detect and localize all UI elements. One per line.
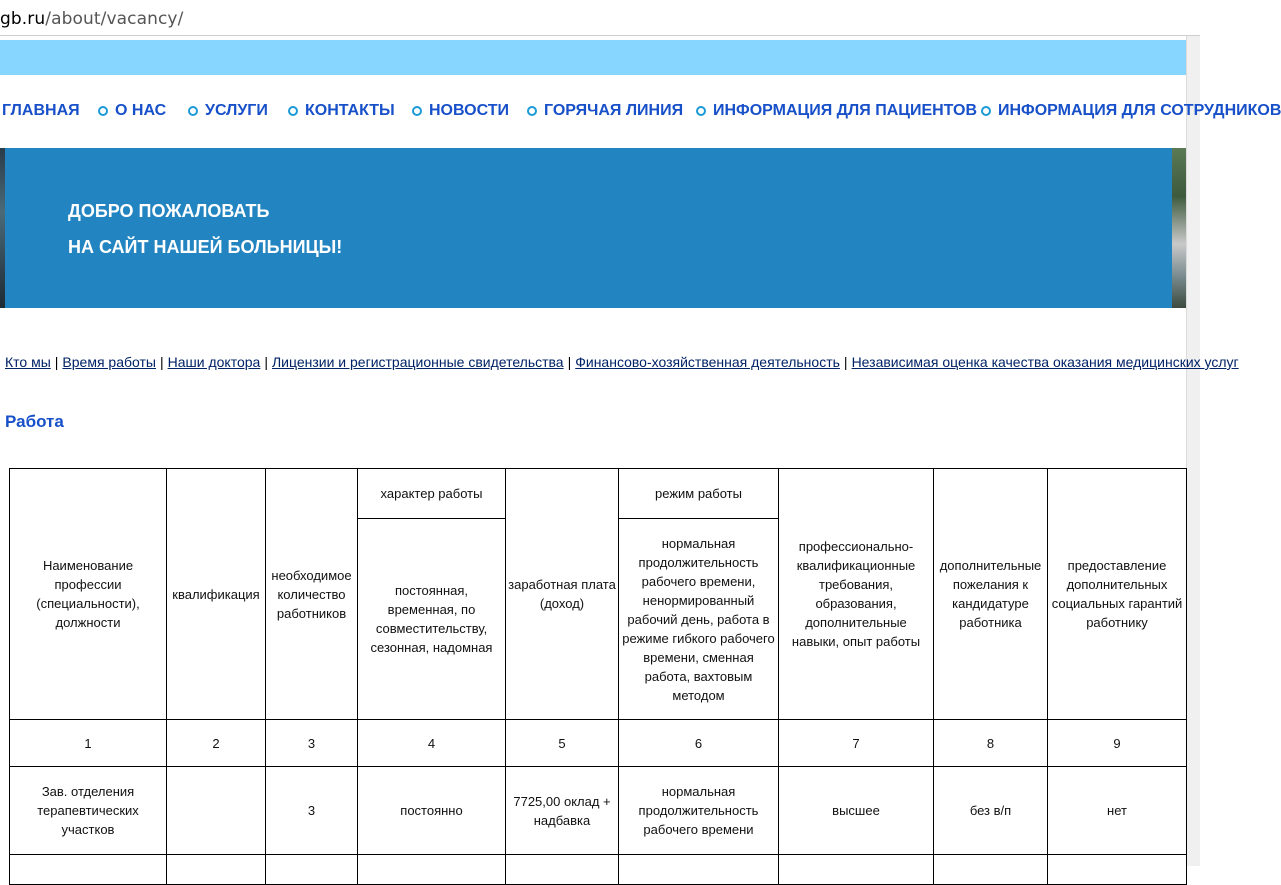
nav-item-contacts[interactable]: [288, 98, 395, 124]
page-scrollbar[interactable]: [1186, 36, 1200, 866]
cell-profession: Зав. отделения терапевтических участков: [10, 767, 167, 855]
cell-character: постоянно: [358, 767, 506, 855]
table-cell: [167, 855, 266, 885]
about-subnav: [5, 354, 1239, 370]
cell-wishes: без в/п: [934, 767, 1048, 855]
welcome-banner: [0, 148, 1186, 308]
table-cell: [934, 855, 1048, 885]
subnav-link-finance[interactable]: Финансово-хозяйственная деятельность: [575, 354, 840, 370]
column-number: 6: [619, 720, 779, 767]
subnav-separator: |: [54, 354, 59, 370]
table-cell: [10, 855, 167, 885]
nav-item-label: ИНФОРМАЦИЯ ДЛЯ ПАЦИЕНТОВ: [713, 102, 978, 119]
table-cell: [1048, 855, 1187, 885]
vacancy-table: [9, 468, 1187, 885]
url-host: gb.ru: [0, 9, 46, 29]
header-character-types: постоянная, временная, по совместительству, сезонная, надомная: [358, 519, 506, 720]
header-workers-count: необходимое количество работников: [266, 469, 358, 720]
header-group-mode: режим работы: [619, 469, 779, 519]
subnav-link-licenses[interactable]: Лицензии и регистрационные свидетельства: [271, 354, 564, 370]
table-header-row: [10, 469, 1187, 519]
circle-bullet-icon: [188, 106, 198, 116]
subnav-separator: |: [159, 354, 164, 370]
circle-bullet-icon: [288, 106, 298, 116]
header-salary: заработная плата (доход): [506, 469, 619, 720]
nav-item-label: КОНТАКТЫ: [305, 102, 395, 119]
subnav-link-quality-assessment[interactable]: Независимая оценка качества оказания медицинских услуг: [851, 354, 1239, 370]
column-number: 9: [1048, 720, 1187, 767]
header-wishes: дополнительные пожелания к кандидатуре работника: [934, 469, 1048, 720]
subnav-link-who-we-are[interactable]: Кто мы: [5, 354, 51, 370]
nav-item-news[interactable]: [412, 98, 509, 124]
header-mode-types: нормальная продолжительность рабочего времени, ненормированный рабочий день, работа в режиме гибкого рабочего времени, сменная работа, вахтовым методом: [619, 519, 779, 720]
main-nav: [0, 98, 1281, 124]
header-guarantees: предоставление дополнительных социальных гарантий работнику: [1048, 469, 1187, 720]
table-cell: [779, 855, 934, 885]
table-row: [10, 767, 1187, 855]
cell-requirements: высшее: [779, 767, 934, 855]
table-row-partial: [10, 855, 1187, 885]
banner-photo-edge: [1172, 148, 1186, 308]
circle-bullet-icon: [696, 106, 706, 116]
url-path: /about/vacancy/: [45, 9, 184, 29]
column-number: 7: [779, 720, 934, 767]
nav-item-services[interactable]: [188, 98, 268, 124]
nav-item-label: ГЛАВНАЯ: [2, 102, 80, 119]
column-number: 5: [506, 720, 619, 767]
column-number: 1: [10, 720, 167, 767]
banner-title-line1: ДОБРО ПОЖАЛОВАТЬ: [68, 201, 270, 221]
nav-item-about[interactable]: [98, 98, 166, 124]
banner-title-line2: НА САЙТ НАШЕЙ БОЛЬНИЦЫ!: [68, 237, 343, 257]
nav-item-label: ИНФОРМАЦИЯ ДЛЯ СОТРУДНИКОВ: [998, 102, 1281, 119]
cell-guarantees: нет: [1048, 767, 1187, 855]
browser-address-bar[interactable]: [0, 0, 1200, 36]
circle-bullet-icon: [981, 106, 991, 116]
cell-salary: 7725,00 оклад + надбавка: [506, 767, 619, 855]
nav-item-label: УСЛУГИ: [205, 102, 268, 119]
nav-item-label: НОВОСТИ: [429, 102, 510, 119]
header-strip: [0, 40, 1186, 75]
cell-qualification: [167, 767, 266, 855]
column-number: 8: [934, 720, 1048, 767]
circle-bullet-icon: [527, 106, 537, 116]
nav-item-hotline[interactable]: [527, 98, 683, 124]
nav-item-staff-info[interactable]: [981, 98, 1281, 124]
header-requirements: профессионально-квалификационные требования, образования, дополнительные навыки, опыт работы: [779, 469, 934, 720]
table-cell: [619, 855, 779, 885]
circle-bullet-icon: [98, 106, 108, 116]
subnav-link-our-doctors[interactable]: Наши доктора: [167, 354, 261, 370]
url-text[interactable]: [0, 9, 183, 29]
subnav-separator: |: [264, 354, 268, 370]
subnav-link-working-hours[interactable]: Время работы: [62, 354, 156, 370]
cell-workers-count: 3: [266, 767, 358, 855]
header-qualification: квалификация: [167, 469, 266, 720]
table-cell: [506, 855, 619, 885]
table-cell: [266, 855, 358, 885]
nav-item-label: ГОРЯЧАЯ ЛИНИЯ: [544, 102, 684, 119]
nav-item-patients-info[interactable]: [696, 98, 977, 124]
subnav-separator: |: [843, 354, 848, 370]
table-cell: [358, 855, 506, 885]
nav-item-main[interactable]: [2, 98, 80, 124]
nav-item-label: О НАС: [115, 102, 167, 119]
header-group-character: характер работы: [358, 469, 506, 519]
column-number: 3: [266, 720, 358, 767]
table-number-row: [10, 720, 1187, 767]
cell-mode: нормальная продолжительность рабочего времени: [619, 767, 779, 855]
circle-bullet-icon: [412, 106, 422, 116]
header-profession: Наименование профессии (специальности), должности: [10, 469, 167, 720]
column-number: 2: [167, 720, 266, 767]
column-number: 4: [358, 720, 506, 767]
banner-photo-edge: [0, 148, 5, 308]
page-title: Работа: [5, 412, 64, 431]
subnav-separator: |: [567, 354, 572, 370]
